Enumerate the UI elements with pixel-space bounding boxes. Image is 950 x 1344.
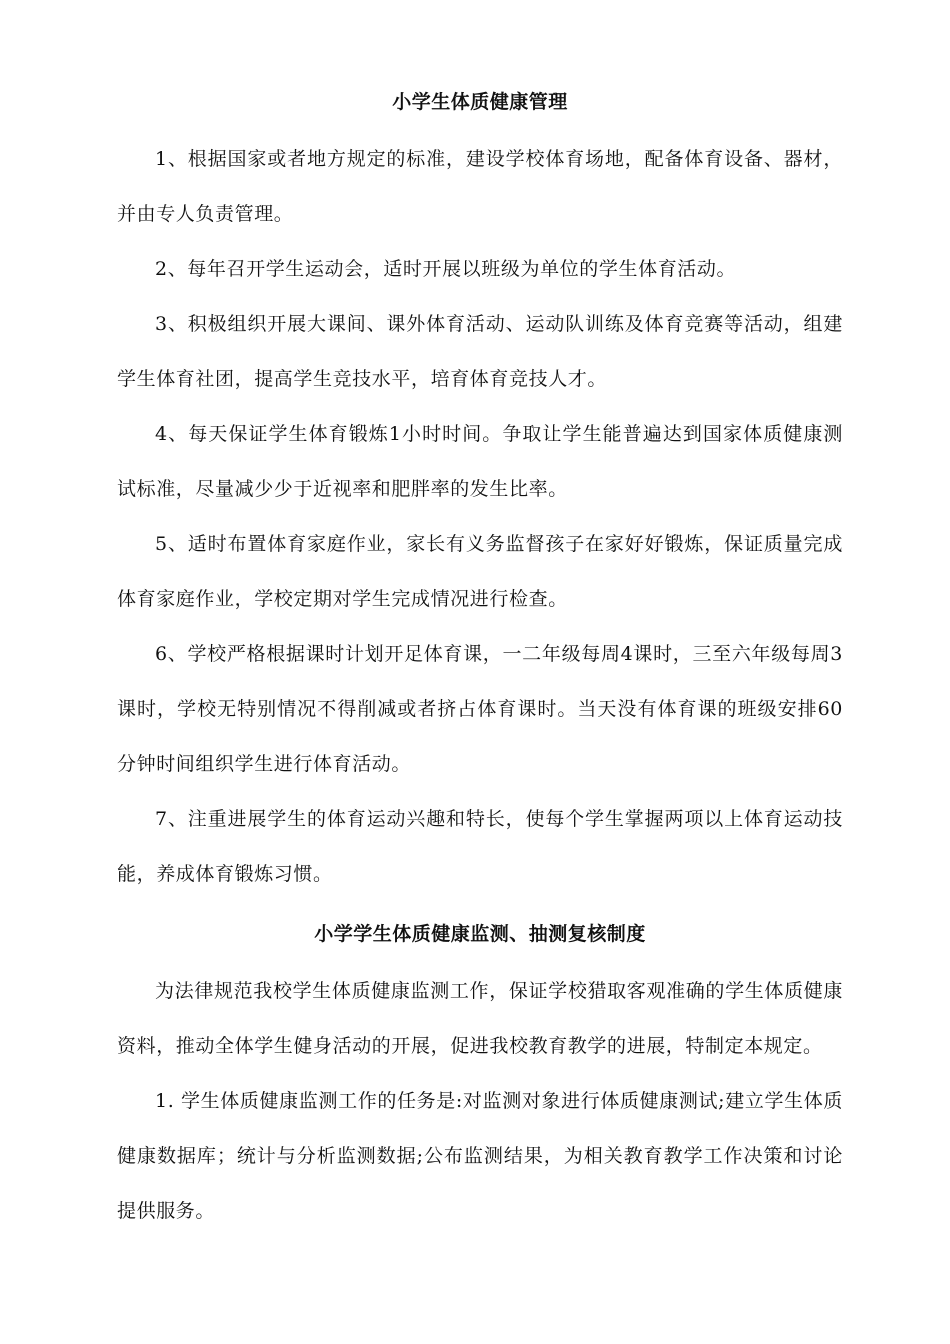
document-page — [117, 88, 843, 1239]
section-2-paragraph-1: 为法律规范我校学生体质健康监测工作，保证学校猎取客观准确的学生体质健康资料，推动全体学生健身活动的开展，促进我校教育教学的进展，特制定本规定。 — [117, 980, 843, 1057]
section-1-paragraph-5: 5、适时布置体育家庭作业，家长有义务监督孩子在家好好锻炼，保证质量完成体育家庭作业，学校定期对学生完成情况进行检查。 — [117, 533, 843, 610]
section-1-paragraph-3: 3、积极组织开展大课间、课外体育活动、运动队训练及体育竞赛等活动，组建学生体育社团，提高学生竞技水平，培育体育竞技人才。 — [117, 313, 843, 390]
section-2-title: 小学学生体质健康监测、抽测复核制度 — [314, 923, 646, 945]
section-1-paragraph-6: 6、学校严格根据课时计划开足体育课，一二年级每周4课时，三至六年级每周3课时，学校无特别情况不得削减或者挤占体育课时。当天没有体育课的班级安排60分钟时间组织学生进行体育活动。 — [117, 643, 843, 775]
section-1-title: 小学生体质健康管理 — [392, 91, 568, 113]
section-1-paragraph-1: 1、根据国家或者地方规定的标准，建设学校体育场地，配备体育设备、器材，并由专人负责管理。 — [117, 148, 843, 225]
section-1-paragraph-4: 4、每天保证学生体育锻炼1小时时间。争取让学生能普遍达到国家体质健康测试标准，尽量减少少于近视率和肥胖率的发生比率。 — [117, 423, 843, 500]
section-1-paragraph-7: 7、注重进展学生的体育运动兴趣和特长，使每个学生掌握两项以上体育运动技能，养成体育锻炼习惯。 — [117, 808, 843, 885]
section-2-paragraph-2: 1. 学生体质健康监测工作的任务是:对监测对象进行体质健康测试;建立学生体质健康数据库；统计与分析监测数据;公布监测结果，为相关教育教学工作决策和讨论提供服务。 — [117, 1090, 843, 1222]
section-1-paragraph-2: 2、每年召开学生运动会，适时开展以班级为单位的学生体育活动。 — [155, 258, 737, 280]
